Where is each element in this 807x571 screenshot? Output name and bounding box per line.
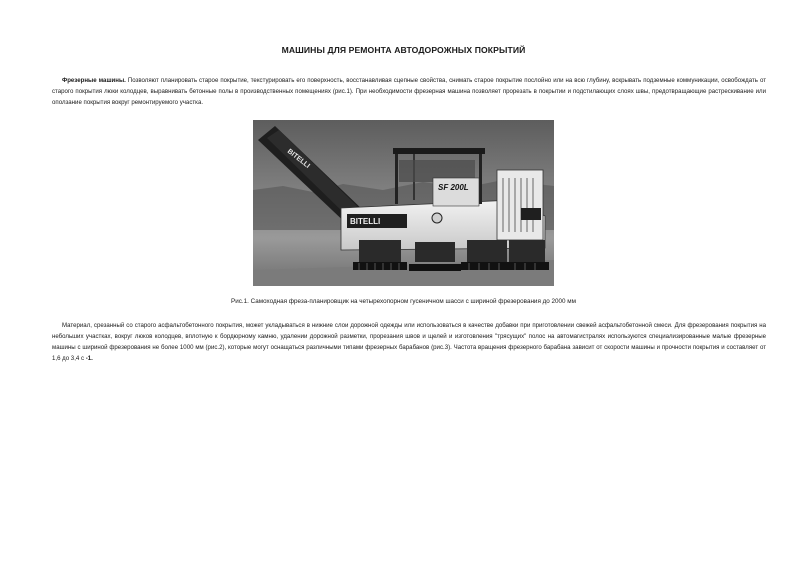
paragraph-reclaimed-material	[52, 320, 766, 364]
figure-photo-milling-machine	[253, 120, 554, 286]
body-brand-text: BITELLI	[350, 217, 381, 226]
page-title: МАШИНЫ ДЛЯ РЕМОНТА АВТОДОРОЖНЫХ ПОКРЫТИЙ	[281, 45, 526, 55]
paragraph-body: Позволяют планировать старое покрытие, текстурировать его поверхность, восстанавливая сцепные свойства, снимать старое покрытие послойно или на всю глубину, вскрывать подземные коммуникации, освобождать от старого покрытия люки колодцев, выравнивать бетонные полы в производственных помещениях (рис.1). При необходимости фрезерная машина позволяет прорезать в покрытии и подстилающих слоях швы, предотвращающие растрескивание или оползание покрытия вокруг ремонтируемого участка.	[52, 77, 766, 106]
paragraph-lead: Фрезерные машины.	[62, 77, 126, 84]
figure-caption: Рис.1. Самоходная фреза-планировщик на четырехопорном гусеничном шасси с шириной фрезерования до 2000 мм	[231, 298, 576, 305]
milling-machine-image	[253, 120, 554, 286]
paragraph-body: Материал, срезанный со старого асфальтобетонного покрытия, может укладываться в нижние слои дорожной одежды или использоваться в качестве добавки при приготовлении свежей асфальтобетонной смеси. Для фрезерования покрытия на небольших участках, вокруг люков колодцев, вплотную к бордюрному камню, удалении дорожной разметки, прорезания швов и щелей и изготовления "трясущих" полос на автомагистралях используются специализированные малые фрезерные машины с шириной фрезерования не более 1000 мм (рис.2), которые могут оснащаться различными типами фрезерных барабанов (рис.3). Частота вращения фрезерного барабана зависит от скорости машины и прочности покрытия и составляет от 1,6 до 3,4 с	[52, 322, 766, 362]
paragraph-milling-machines	[52, 75, 766, 108]
paragraph-tail-unit: -1.	[84, 355, 93, 362]
conveyor-brand-text: BITELLI	[285, 148, 311, 170]
cab-model-text: SF 200L	[438, 183, 469, 192]
